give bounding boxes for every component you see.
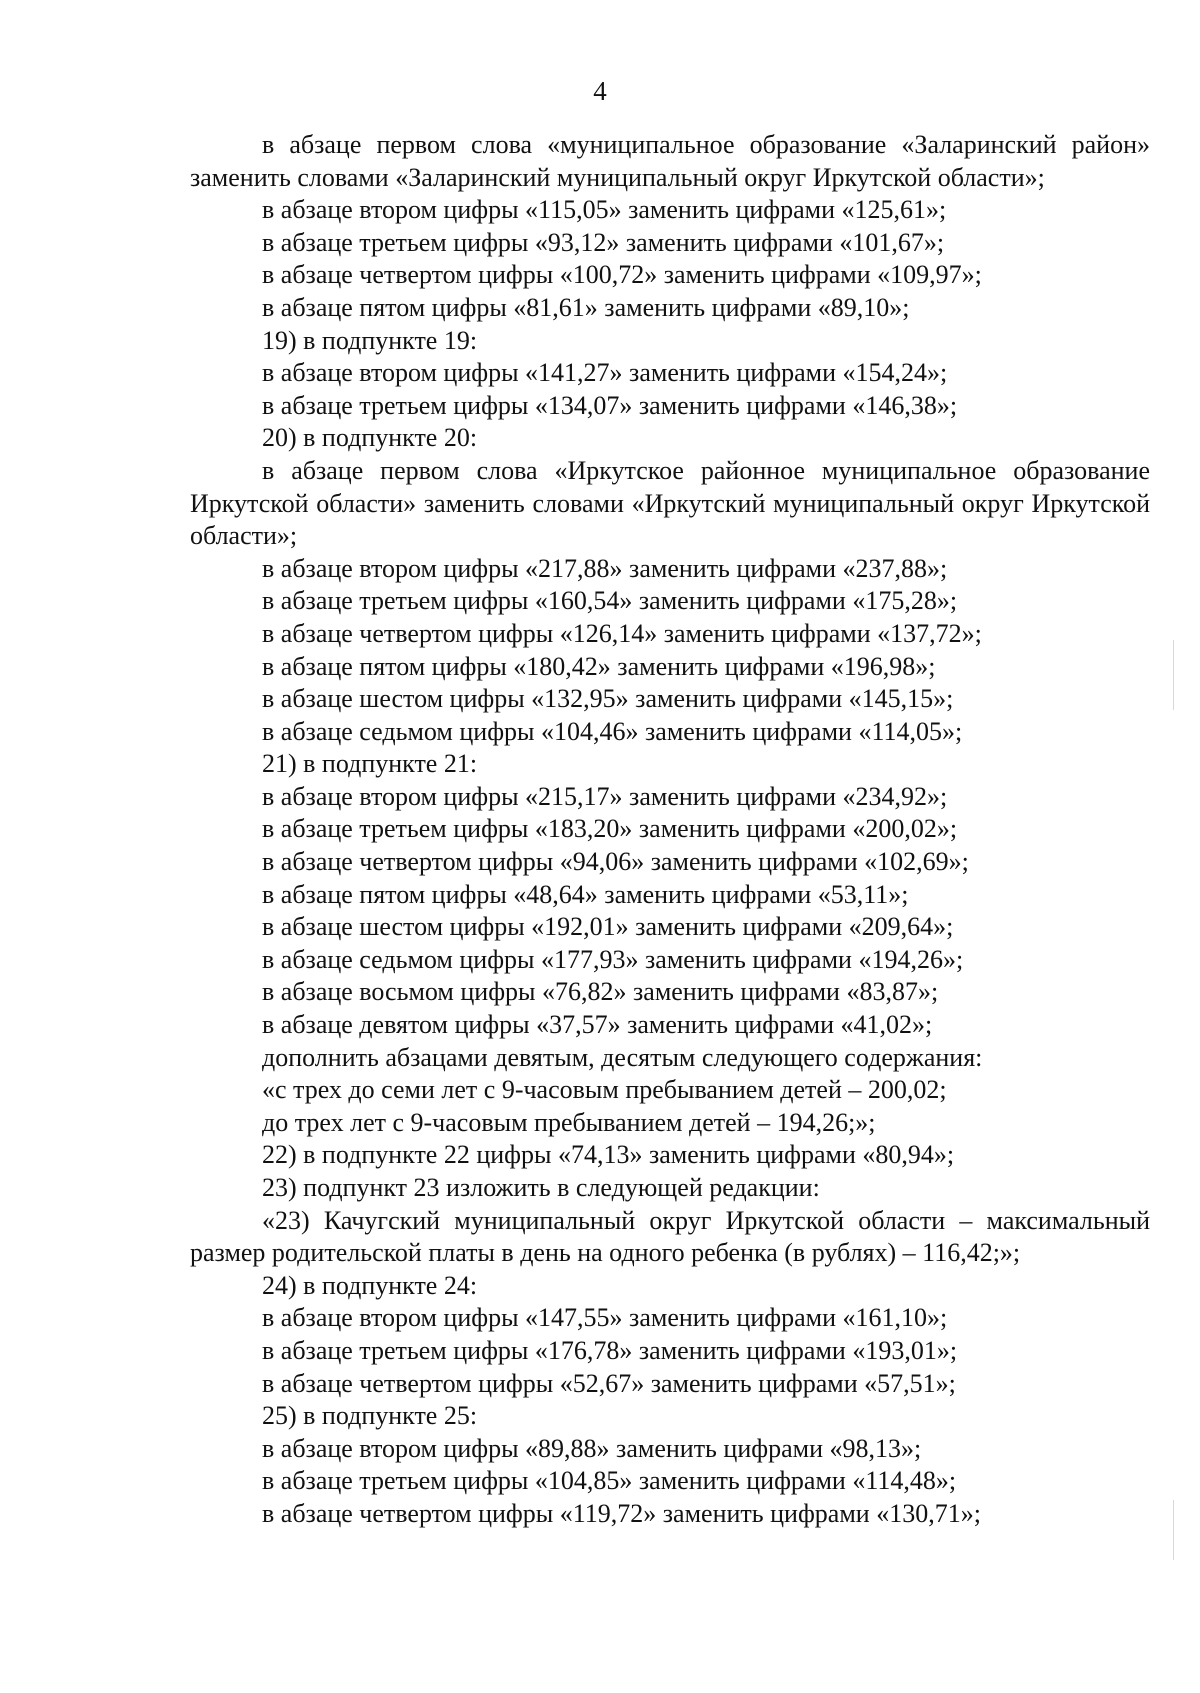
paragraph: в абзаце третьем цифры «134,07» заменить цифрами «146,38»; (262, 390, 958, 420)
paragraph: в абзаце третьем цифры «93,12» заменить цифрами «101,67»; (262, 227, 945, 257)
paragraph: в абзаце четвертом цифры «94,06» заменить цифрами «102,69»; (262, 847, 969, 877)
paragraph: в абзаце седьмом цифры «177,93» заменить цифрами «194,26»; (262, 944, 964, 974)
paragraph: «23) Качугский муниципальный округ Иркутской области – максимальный размер родительской платы в день на одного ребенка (в рублях) – 116,42;»; (190, 1205, 1150, 1268)
paragraph: в абзаце первом слова «Иркутское районное муниципальное образование Иркутской области» заменить словами «Иркутский муниципальный округ Иркутской области»; (190, 455, 1150, 551)
paragraph: «с трех до семи лет с 9-часовым пребыванием детей – 200,02; (262, 1075, 947, 1105)
paragraph: 19) в подпункте 19: (262, 325, 478, 355)
paragraph: в абзаце четвертом цифры «126,14» заменить цифрами «137,72»; (262, 618, 982, 648)
paragraph: в абзаце восьмом цифры «76,82» заменить цифрами «83,87»; (262, 977, 939, 1007)
paragraph: в абзаце четвертом цифры «100,72» заменить цифрами «109,97»; (262, 260, 982, 290)
paragraph: в абзаце втором цифры «89,88» заменить цифрами «98,13»; (262, 1433, 922, 1463)
paragraph: 23) подпункт 23 изложить в следующей редакции: (262, 1173, 820, 1202)
document-body (190, 129, 1150, 1531)
paragraph: в абзаце втором цифры «141,27» заменить цифрами «154,24»; (262, 358, 948, 388)
paragraph: в абзаце втором цифры «115,05» заменить цифрами «125,61»; (262, 195, 947, 225)
page-number: 4 (593, 76, 607, 106)
paragraph: в абзаце втором цифры «147,55» заменить цифрами «161,10»; (262, 1303, 948, 1333)
paragraph: дополнить абзацами девятым, десятым следующего содержания: (262, 1042, 983, 1072)
paragraph: 20) в подпункте 20: (262, 423, 478, 453)
paragraph: в абзаце третьем цифры «104,85» заменить цифрами «114,48»; (262, 1466, 957, 1496)
paragraph: в абзаце третьем цифры «183,20» заменить цифрами «200,02»; (262, 814, 958, 844)
paragraph: до трех лет с 9-часовым пребыванием детей – 194,26;»; (262, 1107, 876, 1137)
paragraph: 22) в подпункте 22 цифры «74,13» заменить цифрами «80,94»; (262, 1140, 955, 1170)
paragraph: в абзаце третьем цифры «176,78» заменить цифрами «193,01»; (262, 1335, 958, 1365)
paragraph: в абзаце шестом цифры «132,95» заменить цифрами «145,15»; (262, 684, 954, 714)
paragraph: в абзаце пятом цифры «180,42» заменить цифрами «196,98»; (262, 651, 936, 681)
paragraph: 21) в подпункте 21: (262, 749, 478, 779)
paragraph: в абзаце первом слова «муниципальное образование «Заларинский район» заменить словами «Заларинский муниципальный округ Иркутской области»; (190, 130, 1150, 192)
paragraph: в абзаце втором цифры «217,88» заменить цифрами «237,88»; (262, 553, 948, 583)
paragraph: в абзаце девятом цифры «37,57» заменить цифрами «41,02»; (262, 1010, 933, 1040)
paragraph: 25) в подпункте 25: (262, 1401, 478, 1431)
scan-artifact (1173, 640, 1174, 710)
paragraph: в абзаце пятом цифры «81,61» заменить цифрами «89,10»; (262, 292, 910, 322)
scan-artifact (1173, 1500, 1174, 1560)
paragraph: в абзаце шестом цифры «192,01» заменить цифрами «209,64»; (262, 912, 954, 942)
paragraph: в абзаце четвертом цифры «119,72» заменить цифрами «130,71»; (262, 1498, 981, 1528)
paragraph: в абзаце четвертом цифры «52,67» заменить цифрами «57,51»; (262, 1368, 956, 1398)
paragraph: в абзаце втором цифры «215,17» заменить цифрами «234,92»; (262, 781, 948, 811)
paragraph: 24) в подпункте 24: (262, 1270, 478, 1300)
paragraph: в абзаце седьмом цифры «104,46» заменить цифрами «114,05»; (262, 716, 963, 746)
paragraph: в абзаце третьем цифры «160,54» заменить цифрами «175,28»; (262, 586, 958, 616)
paragraph: в абзаце пятом цифры «48,64» заменить цифрами «53,11»; (262, 879, 909, 909)
